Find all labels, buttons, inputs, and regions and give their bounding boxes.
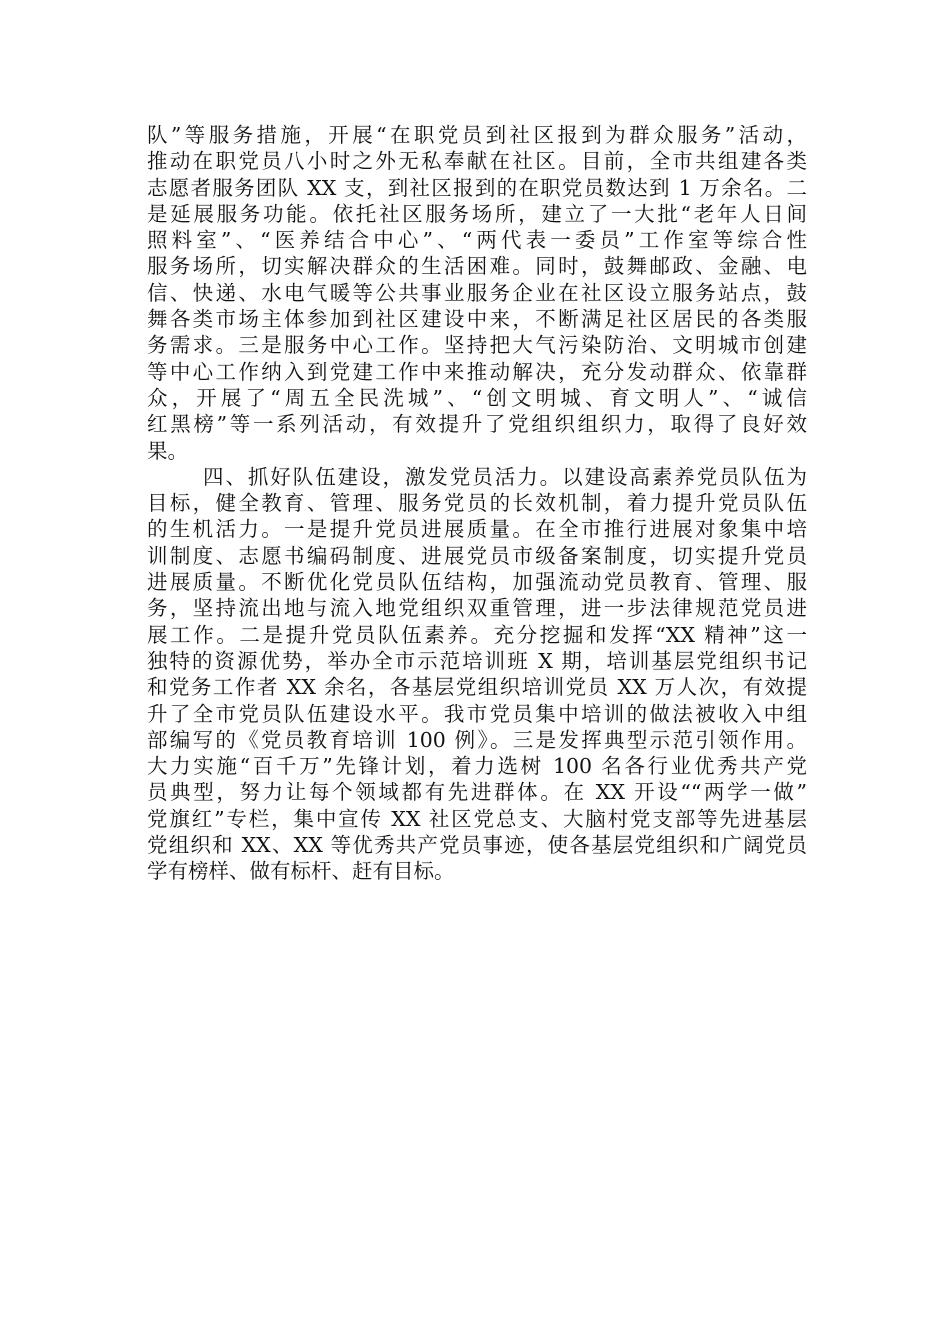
text-line: 务，坚持流出地与流入地党组织双重管理，进一步法律规范党员进 <box>147 596 807 621</box>
text-line: 志愿者服务团队 XX 支，到社区报到的在职党员数达到 1 万余名。二 <box>147 175 807 200</box>
text-line: 信、快递、水电气暖等公共事业服务企业在社区设立服务站点，鼓 <box>147 280 807 305</box>
body-text <box>147 122 807 885</box>
text-line: 目标，健全教育、管理、服务党员的长效机制，着力提升党员队伍 <box>147 491 807 516</box>
text-line: 展工作。二是提升党员队伍素养。充分挖掘和发挥“XX 精神”这一 <box>147 622 807 647</box>
text-line: 等中心工作纳入到党建工作中来推动解决，充分发动群众、依靠群 <box>147 359 807 384</box>
text-line: 红黑榜”等一系列活动，有效提升了党组织组织力，取得了良好效 <box>147 412 807 437</box>
text-line: 训制度、志愿书编码制度、进展党员市级备案制度，切实提升党员 <box>147 543 807 568</box>
text-line: 舞各类市场主体参加到社区建设中来，不断满足社区居民的各类服 <box>147 307 807 332</box>
section-heading-line: 四、抓好队伍建设，激发党员活力。以建设高素养党员队伍为 <box>203 464 807 489</box>
text-line: 照料室”、“医养结合中心”、“两代表一委员”工作室等综合性 <box>147 228 807 253</box>
text-line: 部编写的《党员教育培训 100 例》。三是发挥典型示范引领作用。 <box>147 727 807 752</box>
text-line: 的生机活力。一是提升党员进展质量。在全市推行进展对象集中培 <box>147 517 807 542</box>
text-line: 独特的资源优势，举办全市示范培训班 X 期，培训基层党组织书记 <box>147 648 807 673</box>
text-line: 学有榜样、做有标杆、赶有目标。 <box>147 859 455 884</box>
text-line: 服务场所，切实解决群众的生活困难。同时，鼓舞邮政、金融、电 <box>147 254 807 279</box>
text-line: 升了全市党员队伍建设水平。我市党员集中培训的做法被收入中组 <box>147 701 807 726</box>
text-line: 党旗红”专栏，集中宣传 XX 社区党总支、大脑村党支部等先进基层 <box>147 806 807 831</box>
text-line: 队”等服务措施，开展“在职党员到社区报到为群众服务”活动， <box>147 123 807 147</box>
text-line: 大力实施“百千万”先锋计划，着力选树 100 名各行业优秀共产党 <box>147 754 807 779</box>
text-line: 推动在职党员八小时之外无私奉献在社区。目前，全市共组建各类 <box>147 149 807 174</box>
text-line: 和党务工作者 XX 余名，各基层党组织培训党员 XX 万人次，有效提 <box>147 675 807 700</box>
text-line: 员典型，努力让每个领域都有先进群体。在 XX 开设““两学一做” <box>147 780 807 805</box>
text-line: 是延展服务功能。依托社区服务场所，建立了一大批“老年人日间 <box>147 201 807 226</box>
text-line: 众，开展了“周五全民洗城”、“创文明城、育文明人”、“诚信 <box>147 385 807 410</box>
text-line: 党组织和 XX、XX 等优秀共产党员事迹，使各基层党组织和广阔党员 <box>147 833 807 858</box>
text-line: 进展质量。不断优化党员队伍结构，加强流动党员教育、管理、服 <box>147 570 807 595</box>
text-line: 务需求。三是服务中心工作。坚持把大气污染防治、文明城市创建 <box>147 333 807 358</box>
text-line: 果。 <box>147 438 188 463</box>
